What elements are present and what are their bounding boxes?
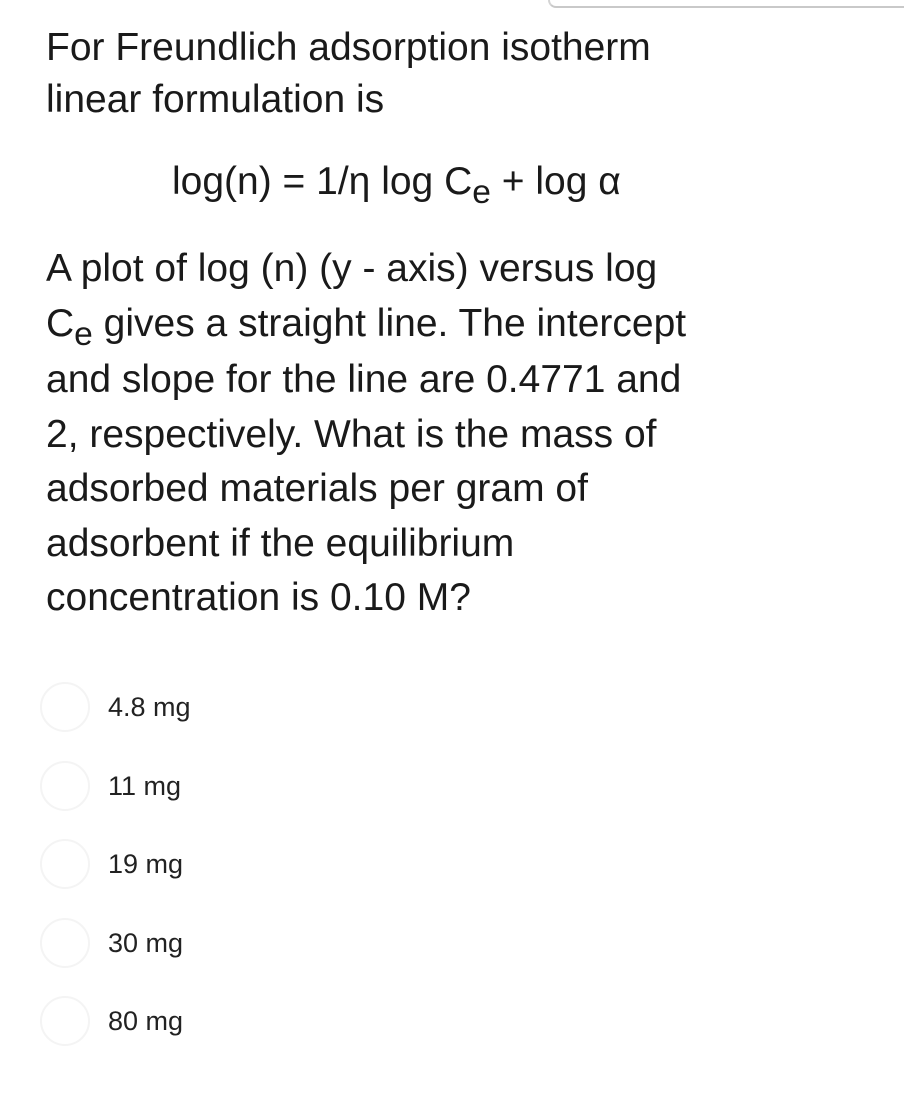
question-body-line-3: and slope for the line are 0.4771 and (46, 358, 682, 401)
answer-option[interactable] (40, 668, 440, 747)
ce-subscript: e (74, 315, 93, 353)
question-body-line-5: adsorbed materials per gram of (46, 467, 588, 510)
answer-option[interactable] (40, 904, 440, 983)
question-body-line-7: concentration is 0.10 M? (46, 576, 471, 619)
question-body-line-1: A plot of log (n) (y - axis) versus log (46, 247, 658, 290)
question-body (46, 242, 846, 626)
radio-button[interactable] (40, 761, 90, 811)
radio-button[interactable] (40, 839, 90, 889)
radio-button[interactable] (40, 918, 90, 968)
formula-left: log(n) = 1/η log C (172, 160, 473, 203)
radio-button[interactable] (40, 682, 90, 732)
question-intro-line-2: linear formulation is (46, 78, 385, 121)
answer-option-label: 4.8 mg (108, 692, 191, 723)
question-body-line-2 (46, 297, 846, 354)
question-intro-line-1: For Freundlich adsorption isotherm (46, 26, 651, 69)
answer-options (40, 668, 440, 1061)
answer-option[interactable] (40, 825, 440, 904)
answer-option[interactable] (40, 982, 440, 1061)
formula-subscript: e (472, 174, 491, 212)
top-panel-edge (548, 0, 904, 8)
question-body-line-6: adsorbent if the equilibrium (46, 521, 515, 565)
answer-option-label: 80 mg (108, 1006, 184, 1037)
answer-option-label: 30 mg (108, 927, 184, 958)
radio-button[interactable] (40, 996, 90, 1046)
question-body-line-4: 2, respectively. What is the mass of (46, 412, 657, 456)
question-body-line-2-rest: gives a straight line. The intercept (92, 301, 687, 345)
answer-option[interactable] (40, 747, 440, 826)
formula-right: + log α (490, 160, 621, 203)
question-block (46, 22, 846, 626)
answer-option-label: 11 mg (108, 770, 182, 801)
ce-symbol: C (46, 301, 75, 345)
answer-option-label: 19 mg (108, 849, 184, 880)
freundlich-formula (172, 156, 846, 210)
